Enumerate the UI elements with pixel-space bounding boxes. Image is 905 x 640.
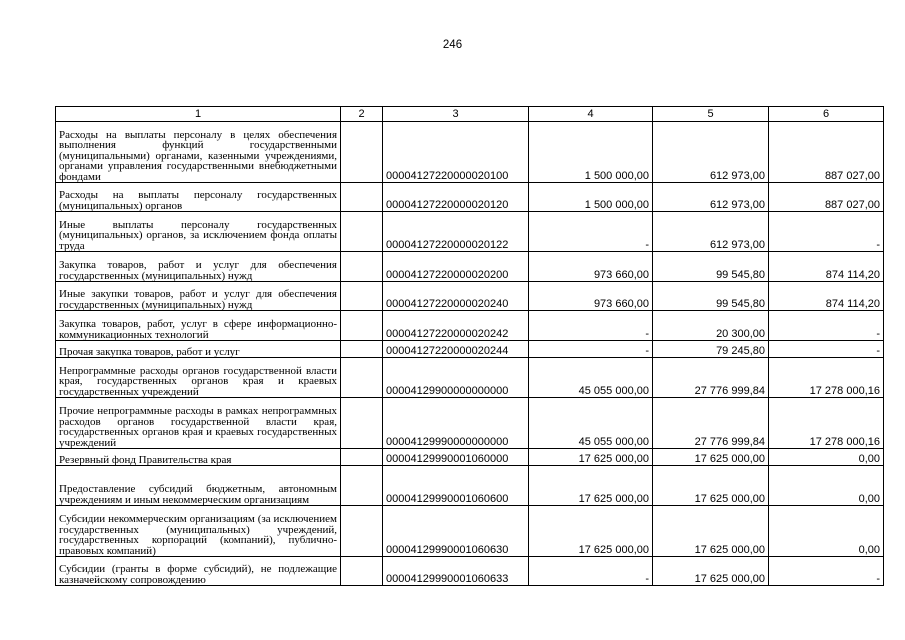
table-row — [56, 282, 884, 311]
row-col-2 — [341, 311, 383, 341]
row-code: 00004127220000020122 — [383, 212, 529, 252]
header-row — [56, 107, 884, 122]
table-row — [56, 341, 884, 358]
row-col-5: 17 625 000,00 — [653, 557, 769, 586]
row-col-4: 45 055 000,00 — [529, 398, 653, 449]
row-col-5: 79 245,80 — [653, 341, 769, 358]
row-col-2 — [341, 557, 383, 586]
row-col-6: 17 278 000,16 — [769, 358, 884, 398]
row-col-4: 17 625 000,00 — [529, 506, 653, 557]
table-row — [56, 466, 884, 506]
row-name: Субсидии (гранты в форме субсидий), не подлежащие казначейскому сопровождению — [56, 557, 341, 586]
row-name: Предоставление субсидий бюджетным, автономным учреждениям и иным некоммерческим организациям — [56, 466, 341, 506]
row-col-5: 27 776 999,84 — [653, 398, 769, 449]
table-row — [56, 122, 884, 183]
row-col-6: - — [769, 311, 884, 341]
row-col-5: 17 625 000,00 — [653, 506, 769, 557]
row-code: 00004129990001060633 — [383, 557, 529, 586]
row-col-6: 874 114,20 — [769, 252, 884, 282]
row-code: 00004127220000020100 — [383, 122, 529, 183]
row-name: Непрограммные расходы органов государственной власти края, государственных органов края и краевых государственных учреждений — [56, 358, 341, 398]
row-col-2 — [341, 282, 383, 311]
row-col-2 — [341, 506, 383, 557]
page-number: 246 — [442, 39, 463, 51]
header-col-1: 1 — [56, 107, 341, 122]
table-body — [56, 122, 884, 586]
row-code: 00004129990001060600 — [383, 466, 529, 506]
header-col-4: 4 — [529, 107, 653, 122]
table-row — [56, 183, 884, 212]
row-name: Закупка товаров, работ, услуг в сфере информационно-коммуникационных технологий — [56, 311, 341, 341]
row-col-2 — [341, 122, 383, 183]
row-name: Резервный фонд Правительства края — [56, 449, 341, 466]
row-name: Прочая закупка товаров, работ и услуг — [56, 341, 341, 358]
row-col-6: 0,00 — [769, 466, 884, 506]
row-col-4: 973 660,00 — [529, 282, 653, 311]
row-name: Иные выплаты персоналу государственных (муниципальных) органов, за исключением фонда оплаты труда — [56, 212, 341, 252]
row-name: Субсидии некоммерческим организациям (за исключением государственных (муниципальных) учреждений, государственных корпораций (компаний), публично-правовых компаний) — [56, 506, 341, 557]
row-col-5: 612 973,00 — [653, 122, 769, 183]
header-col-3: 3 — [383, 107, 529, 122]
row-col-5: 17 625 000,00 — [653, 466, 769, 506]
row-code: 00004127220000020244 — [383, 341, 529, 358]
row-col-6: 0,00 — [769, 449, 884, 466]
row-code: 00004127220000020200 — [383, 252, 529, 282]
row-name: Расходы на выплаты персоналу в целях обеспечения выполнения функций государственными (муниципальными) органами, казенными учреждениями, органами управления государственными внебюджетными фондами — [56, 122, 341, 183]
row-name: Закупка товаров, работ и услуг для обеспечения государственных (муниципальных) нужд — [56, 252, 341, 282]
row-code: 00004127220000020240 — [383, 282, 529, 311]
row-code: 00004129900000000000 — [383, 358, 529, 398]
table-row — [56, 252, 884, 282]
row-col-2 — [341, 466, 383, 506]
row-col-4: 17 625 000,00 — [529, 466, 653, 506]
row-name: Прочие непрограммные расходы в рамках непрограммных расходов органов государственной власти края, государственных органов края и краевых государственных учреждений — [56, 398, 341, 449]
table-row — [56, 311, 884, 341]
row-col-2 — [341, 252, 383, 282]
row-col-4: - — [529, 212, 653, 252]
row-code: 00004127220000020242 — [383, 311, 529, 341]
row-code: 00004129990000000000 — [383, 398, 529, 449]
row-name: Расходы на выплаты персоналу государственных (муниципальных) органов — [56, 183, 341, 212]
table-row — [56, 398, 884, 449]
row-col-5: 99 545,80 — [653, 282, 769, 311]
header-col-5: 5 — [653, 107, 769, 122]
table-row — [56, 358, 884, 398]
header-col-2: 2 — [341, 107, 383, 122]
row-col-4: 973 660,00 — [529, 252, 653, 282]
row-col-2 — [341, 398, 383, 449]
row-col-5: 17 625 000,00 — [653, 449, 769, 466]
row-col-4: - — [529, 557, 653, 586]
budget-table — [55, 106, 884, 586]
row-col-4: - — [529, 341, 653, 358]
row-col-5: 612 973,00 — [653, 212, 769, 252]
row-col-6: 887 027,00 — [769, 183, 884, 212]
row-col-4: 45 055 000,00 — [529, 358, 653, 398]
row-col-6: - — [769, 557, 884, 586]
row-code: 00004129990001060000 — [383, 449, 529, 466]
table-row — [56, 212, 884, 252]
row-col-2 — [341, 358, 383, 398]
row-col-2 — [341, 341, 383, 358]
row-col-2 — [341, 449, 383, 466]
row-col-4: - — [529, 311, 653, 341]
row-col-4: 17 625 000,00 — [529, 449, 653, 466]
table-row — [56, 449, 884, 466]
row-col-6: - — [769, 212, 884, 252]
row-col-4: 1 500 000,00 — [529, 183, 653, 212]
row-col-5: 99 545,80 — [653, 252, 769, 282]
table-row — [56, 506, 884, 557]
row-col-2 — [341, 183, 383, 212]
row-col-6: 887 027,00 — [769, 122, 884, 183]
row-col-4: 1 500 000,00 — [529, 122, 653, 183]
row-col-6: 874 114,20 — [769, 282, 884, 311]
row-col-5: 27 776 999,84 — [653, 358, 769, 398]
header-col-6: 6 — [769, 107, 884, 122]
table-header — [56, 107, 884, 122]
row-code: 00004127220000020120 — [383, 183, 529, 212]
table-row — [56, 557, 884, 586]
row-name: Иные закупки товаров, работ и услуг для обеспечения государственных (муниципальных) нужд — [56, 282, 341, 311]
row-col-5: 20 300,00 — [653, 311, 769, 341]
row-col-6: 17 278 000,16 — [769, 398, 884, 449]
row-col-6: - — [769, 341, 884, 358]
row-col-2 — [341, 212, 383, 252]
row-code: 00004129990001060630 — [383, 506, 529, 557]
row-col-6: 0,00 — [769, 506, 884, 557]
row-col-5: 612 973,00 — [653, 183, 769, 212]
